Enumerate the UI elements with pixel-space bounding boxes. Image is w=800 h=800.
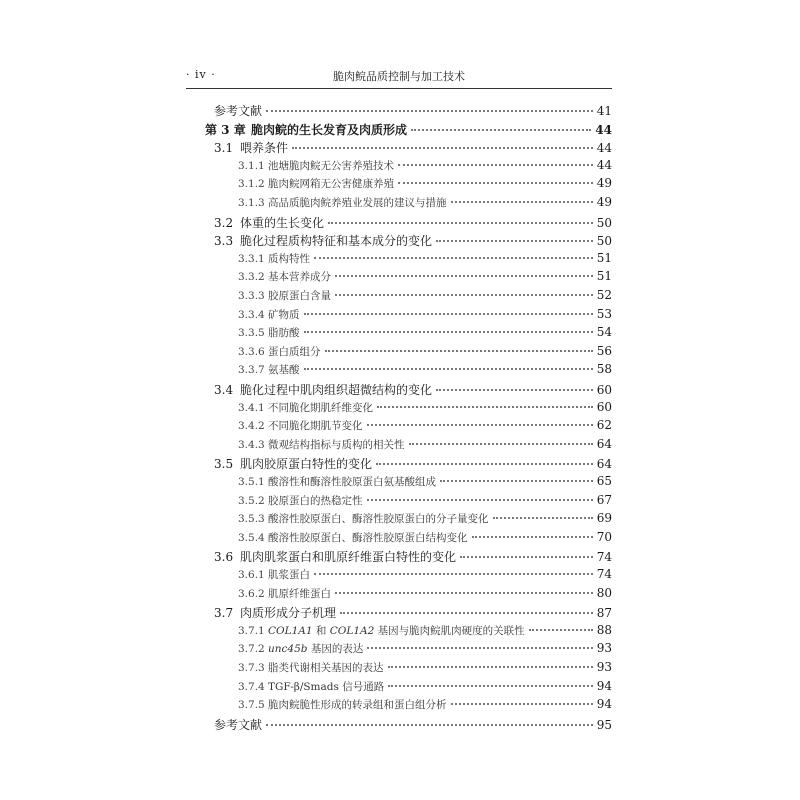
toc-title: 脂类代谢相关基因的表达 bbox=[268, 662, 384, 674]
toc-title: 喂养条件 bbox=[240, 141, 289, 156]
dot-leader bbox=[409, 443, 593, 445]
toc-subsection bbox=[238, 269, 612, 287]
toc-page-number: 94 bbox=[596, 678, 612, 693]
toc-title: unc45b 基因的表达 bbox=[268, 643, 364, 656]
toc-number: 3.7.5 bbox=[238, 699, 265, 712]
toc-title: 脆肉鲩的生长发育及肉质形成 bbox=[251, 122, 408, 137]
toc-subsection bbox=[238, 567, 612, 585]
toc-subsection bbox=[238, 418, 612, 436]
toc-page-number: 50 bbox=[596, 215, 612, 230]
toc-subsection bbox=[238, 325, 612, 343]
toc-subsection bbox=[238, 660, 612, 678]
dot-leader bbox=[328, 222, 593, 224]
toc-page-number: 60 bbox=[596, 399, 612, 414]
toc-page-number: 64 bbox=[596, 436, 612, 451]
dot-leader bbox=[335, 592, 593, 594]
toc-subsection bbox=[238, 251, 612, 269]
toc-subsection bbox=[238, 307, 612, 325]
toc-number: 3.1.1 bbox=[238, 159, 265, 172]
toc-number: 3.2 bbox=[214, 215, 234, 230]
toc-subsection bbox=[238, 400, 612, 418]
toc-number: 3.3.5 bbox=[238, 327, 265, 340]
toc-page-number: 74 bbox=[596, 550, 612, 565]
toc-title: 肌肉肌浆蛋白和肌原纤维蛋白特性的变化 bbox=[240, 550, 457, 565]
dot-leader bbox=[388, 666, 593, 668]
toc-page-number: 70 bbox=[596, 529, 612, 544]
toc-number: 3.3.7 bbox=[238, 364, 265, 377]
toc-subsection bbox=[238, 344, 612, 362]
dot-leader bbox=[292, 147, 593, 149]
toc-title: 高品质脆肉鲩养殖业发展的建议与措施 bbox=[268, 197, 447, 209]
toc-section bbox=[214, 232, 612, 250]
page-number: · iv · bbox=[186, 68, 216, 81]
toc-page-number: 67 bbox=[596, 492, 612, 507]
toc-title: 胶原蛋白含量 bbox=[268, 290, 331, 302]
toc-page-number: 74 bbox=[596, 567, 612, 581]
toc-section bbox=[214, 214, 612, 232]
toc-title: 酸溶性和酶溶性胶原蛋白氨基酸组成 bbox=[268, 476, 436, 488]
dot-leader bbox=[335, 275, 593, 277]
toc-number: 3.3.1 bbox=[238, 252, 265, 265]
toc-page-number: 62 bbox=[596, 418, 612, 433]
toc-subsection bbox=[238, 697, 612, 715]
dot-leader bbox=[304, 331, 593, 333]
toc-subsection bbox=[238, 679, 612, 697]
toc-number: 3.4 bbox=[214, 383, 234, 397]
dot-leader bbox=[340, 612, 593, 614]
dot-leader bbox=[451, 703, 593, 705]
toc-page-number: 53 bbox=[596, 306, 612, 321]
toc-title: 酸溶性胶原蛋白、酶溶性胶原蛋白结构变化 bbox=[268, 531, 468, 544]
dot-leader bbox=[367, 424, 593, 426]
dot-leader bbox=[377, 406, 593, 408]
toc-page-number: 49 bbox=[596, 176, 612, 191]
toc-subsection bbox=[238, 474, 612, 492]
toc-title: 脆肉鲩网箱无公害健康养殖 bbox=[268, 178, 394, 191]
dot-leader bbox=[411, 129, 591, 131]
toc-number: 3.3.3 bbox=[238, 290, 265, 302]
toc-number: 3.7.2 bbox=[238, 643, 265, 656]
dot-leader bbox=[266, 110, 593, 112]
toc-title: 体重的生长变化 bbox=[240, 215, 325, 230]
toc-page-number: 41 bbox=[596, 104, 612, 118]
dot-leader bbox=[367, 647, 592, 649]
toc-subsection bbox=[238, 641, 612, 659]
toc-number: 3.7 bbox=[214, 606, 234, 621]
toc-subsection bbox=[238, 362, 612, 380]
dot-leader bbox=[436, 240, 593, 242]
dot-leader bbox=[398, 164, 593, 166]
toc-section bbox=[214, 139, 612, 157]
toc-page-number: 44 bbox=[596, 157, 612, 172]
toc-references bbox=[214, 716, 612, 734]
dot-leader bbox=[529, 629, 593, 631]
toc-title: 参考文献 bbox=[214, 717, 263, 732]
dot-leader bbox=[460, 556, 593, 558]
toc-title: TGF-β/Smads 信号通路 bbox=[268, 680, 385, 693]
toc-page-number: 93 bbox=[596, 641, 612, 656]
dot-leader bbox=[472, 536, 593, 538]
toc-page-number: 44 bbox=[595, 122, 612, 137]
toc-page-number: 56 bbox=[596, 343, 612, 358]
toc-title: 基本营养成分 bbox=[268, 271, 331, 284]
toc-page-number: 65 bbox=[596, 474, 612, 488]
toc-section bbox=[214, 381, 612, 399]
toc-title: 肌肉胶原蛋白特性的变化 bbox=[240, 457, 373, 472]
dot-leader bbox=[398, 182, 593, 184]
toc-title: 肌原纤维蛋白 bbox=[268, 587, 331, 600]
toc-page-number: 50 bbox=[596, 234, 612, 249]
dot-leader bbox=[493, 517, 593, 519]
toc-page-number: 64 bbox=[596, 457, 612, 472]
toc-number: 3.5.3 bbox=[238, 513, 265, 526]
toc-number: 3.1.3 bbox=[238, 197, 265, 209]
running-title: 脆肉鲩品质控制与加工技术 bbox=[333, 70, 465, 83]
toc-number: 3.7.4 bbox=[238, 680, 265, 693]
dot-leader bbox=[367, 499, 593, 501]
toc-number: 3.6.2 bbox=[238, 587, 265, 600]
toc-title: 肌浆蛋白 bbox=[268, 569, 310, 581]
toc-page-number: 58 bbox=[596, 362, 612, 377]
toc-references bbox=[214, 102, 612, 120]
toc-section bbox=[214, 548, 612, 566]
toc-title: 氨基酸 bbox=[268, 364, 300, 377]
dot-leader bbox=[436, 389, 593, 391]
dot-leader bbox=[376, 463, 593, 465]
toc-page-number: 87 bbox=[596, 606, 612, 621]
toc-title: 脂肪酸 bbox=[268, 327, 300, 340]
toc-title: 质构特性 bbox=[268, 252, 310, 265]
toc-number: 3.5.2 bbox=[238, 494, 265, 507]
toc-page-number: 52 bbox=[596, 288, 612, 302]
toc-section bbox=[214, 604, 612, 622]
toc-chapter bbox=[205, 121, 612, 139]
dot-leader bbox=[314, 257, 593, 259]
toc-number: 3.3.6 bbox=[238, 345, 265, 358]
toc-subsection bbox=[238, 158, 612, 176]
toc-number: 3.6 bbox=[214, 550, 234, 565]
toc-number: 3.5 bbox=[214, 457, 234, 472]
dot-leader bbox=[388, 685, 593, 687]
toc-subsection bbox=[238, 493, 612, 511]
dot-leader bbox=[325, 350, 593, 352]
toc-title: 不同脆化期肌纤维变化 bbox=[268, 401, 373, 414]
dot-leader bbox=[335, 294, 593, 296]
toc-page-number: 60 bbox=[596, 383, 612, 397]
toc-number: 3.3 bbox=[214, 234, 234, 249]
toc-subsection bbox=[238, 176, 612, 194]
dot-leader bbox=[440, 480, 593, 482]
toc-subsection bbox=[238, 437, 612, 455]
toc-title: 肉质形成分子机理 bbox=[240, 606, 337, 621]
toc-number: 3.7.3 bbox=[238, 662, 265, 674]
toc-number: 3.5.4 bbox=[238, 531, 265, 544]
toc-number: 3.3.2 bbox=[238, 271, 265, 284]
toc-subsection bbox=[238, 530, 612, 548]
toc-title: 脆肉鲩脆性形成的转录组和蛋白组分析 bbox=[268, 699, 447, 712]
toc-page-number: 49 bbox=[596, 195, 612, 209]
toc-page-number: 69 bbox=[596, 511, 612, 526]
toc-title: 蛋白质组分 bbox=[268, 345, 321, 358]
toc-number: 3.4.2 bbox=[238, 420, 265, 433]
toc-title: 胶原蛋白的热稳定性 bbox=[268, 494, 363, 507]
dot-leader bbox=[304, 368, 593, 370]
toc-number: 3.1 bbox=[214, 141, 234, 156]
toc-page-number: 44 bbox=[596, 141, 612, 156]
toc-page-number: 54 bbox=[596, 325, 612, 340]
toc-number: 3.6.1 bbox=[238, 569, 265, 581]
toc-number: 3.1.2 bbox=[238, 178, 265, 191]
toc-page-number: 94 bbox=[596, 697, 612, 712]
toc-number: 3.7.1 bbox=[238, 624, 265, 637]
toc-number: 3.5.1 bbox=[238, 476, 265, 488]
toc-title: 脆化过程质构特征和基本成分的变化 bbox=[240, 234, 433, 249]
toc-title: 池塘脆肉鲩无公害养殖技术 bbox=[268, 159, 394, 172]
toc-title: 矿物质 bbox=[268, 308, 300, 321]
toc-page-number: 95 bbox=[596, 717, 612, 732]
toc-number: 3.4.1 bbox=[238, 401, 265, 414]
toc-section bbox=[214, 455, 612, 473]
toc-page-number: 88 bbox=[596, 622, 612, 637]
toc-number: 3.3.4 bbox=[238, 308, 265, 321]
toc-title: 不同脆化期肌节变化 bbox=[268, 420, 363, 433]
toc-title: 参考文献 bbox=[214, 104, 263, 118]
dot-leader bbox=[266, 724, 593, 726]
dot-leader bbox=[314, 573, 593, 575]
toc-subsection bbox=[238, 586, 612, 604]
toc-subsection bbox=[238, 195, 612, 213]
toc-title: COL1A1 和 COL1A2 基因与脆肉鲩肌肉硬度的关联性 bbox=[268, 624, 525, 637]
toc-page-number: 93 bbox=[596, 660, 612, 674]
toc-page-number: 80 bbox=[596, 585, 612, 600]
toc-title: 酸溶性胶原蛋白、酶溶性胶原蛋白的分子量变化 bbox=[268, 513, 489, 526]
toc-subsection bbox=[238, 623, 612, 641]
toc-title: 脆化过程中肌肉组织超微结构的变化 bbox=[240, 383, 433, 397]
toc-page-number: 51 bbox=[596, 250, 612, 265]
dot-leader bbox=[304, 313, 593, 315]
toc-number: 第 3 章 bbox=[205, 122, 246, 137]
toc-subsection bbox=[238, 288, 612, 306]
toc-page-number: 51 bbox=[596, 269, 612, 284]
toc-number: 3.4.3 bbox=[238, 438, 265, 451]
dot-leader bbox=[451, 201, 593, 203]
toc-subsection bbox=[238, 511, 612, 529]
toc-title: 微观结构指标与质构的相关性 bbox=[268, 438, 405, 451]
